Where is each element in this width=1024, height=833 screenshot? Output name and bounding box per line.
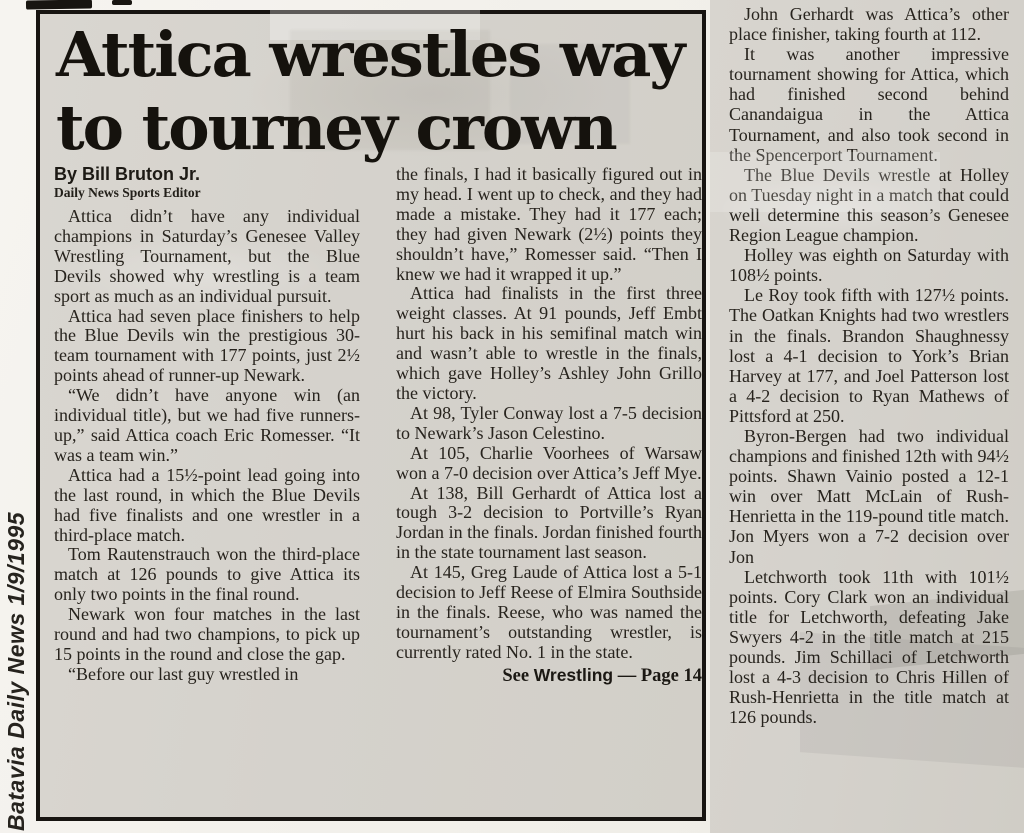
- page-reference: — Page 14: [613, 665, 702, 686]
- byline-title: Daily News Sports Editor: [54, 185, 201, 200]
- article-paragraph: Attica didn’t have any individual champions in Saturday’s Genesee Valley Wrestling Tournament, but the Blue Devils showed why wrestling is a team sport as much as an individual pursuit.: [54, 206, 360, 306]
- article-paragraph: the finals, I had it basically figured out in my head. I went up to check, and they had made a mistake. They had it 177 each; they had given Newark (2½) points they shouldn’t have,” Romesser said. “Then I knew we had it wrapped it up.”: [396, 164, 702, 284]
- byline-block: [54, 164, 201, 200]
- article-paragraph: At 145, Greg Laude of Attica lost a 5-1 decision to Jeff Reese of Elmira Southside in the finals. Reese, who was named the tournament’s outstanding wrestler, is currently rated No. 1 in the state.: [396, 562, 702, 662]
- article-paragraph: Attica had finalists in the first three weight classes. At 91 pounds, Jeff Embt hurt his back in his semifinal match win and wasn’t able to wrestle in the finals, which gave Holley’s Ashley John Grillo the victory.: [396, 283, 702, 403]
- article-paragraph: The Blue Devils wrestle at Holley on Tuesday night in a match that could well determine this season’s Genesee Region League champion.: [729, 164, 1009, 246]
- article-paragraph: Newark won four matches in the last round and had two champions, to pick up 15 points in the round and close the gap.: [54, 604, 360, 664]
- continuation-notice: [396, 666, 702, 687]
- article-paragraph: At 105, Charlie Voorhees of Warsaw won a 7-0 decision over Attica’s Jeff Mye.: [396, 442, 702, 483]
- headline: [56, 18, 683, 164]
- source-date-label: Batavia Daily News 1/9/1995: [3, 511, 29, 831]
- article-column-1: [54, 207, 360, 685]
- article-paragraph: Letchworth took 11th with 101½ points. Cory Clark won an individual title for Letchworth, defeating Jake Swyers 4-2 in the title match at 215 pounds. Jim Schillaci of Letchworth lost a 4-3 decision to Chris Hillen of Rush-Henrietta in the title match at 126 pounds.: [729, 566, 1009, 728]
- newspaper-clipping-main: [36, 10, 706, 821]
- article-paragraph: At 138, Bill Gerhardt of Attica lost a tough 3-2 decision to Portville’s Ryan Jordan in the finals. Jordan finished fourth in the state tournament last season.: [396, 482, 702, 563]
- article-paragraph: John Gerhardt was Attica’s other place finisher, taking fourth at 112.: [729, 4, 1009, 45]
- byline-author: By Bill Bruton Jr.: [54, 164, 201, 184]
- article-paragraph: Holley was eighth on Saturday with 108½ points.: [729, 245, 1009, 286]
- see-label: See: [502, 665, 534, 686]
- headline-line-2: to tourney crown: [56, 91, 616, 164]
- article-paragraph: Byron-Bergen had two individual champions and finished 12th with 94½ points. Shawn Vainio posted a 12-1 win over Matt McLain of Rush-Henrietta in the 119-pound title match. Jon Myers won a 7-2 decision over Jon: [729, 425, 1009, 567]
- article-paragraph: It was another impressive tournament showing for Attica, which had finished second behind Canandaigua in the Attica Tournament, and also took second in the Spencerport Tournament.: [729, 44, 1009, 165]
- article-paragraph: Le Roy took fifth with 127½ points. The Oatkan Knights had two wrestlers in the finals. Brandon Shaughnessy lost a 4-1 decision to York’s Brian Harvey at 177, and Joel Patterson lost a 4-2 decision to Ryan Mathews of Pittsford at 250.: [729, 285, 1009, 426]
- article-column-2: [396, 165, 702, 687]
- article-paragraph: “Before our last guy wrestled in: [68, 663, 299, 684]
- article-paragraph: “We didn’t have anyone win (an individual title), but we had five runners-up,” said Attica coach Eric Romesser. “It was a team win.”: [54, 385, 360, 465]
- scan-ink-smudge: [112, 0, 132, 5]
- article-paragraph: Attica had seven place finishers to help the Blue Devils win the prestigious 30-team tournament with 177 points, just 2½ points ahead of runner-up Newark.: [54, 305, 360, 386]
- article-paragraph: At 98, Tyler Conway lost a 7-5 decision to Newark’s Jason Celestino.: [396, 402, 702, 443]
- scan-ink-smudge: [26, 0, 92, 10]
- article-paragraph: Tom Rautenstrauch won the third-place match at 126 pounds to give Attica its only two points in the final round.: [54, 544, 360, 605]
- article-paragraph: Attica had a 15½-point lead going into the last round, in which the Blue Devils had five finalists and one wrestler in a third-place match.: [54, 464, 360, 545]
- newspaper-clipping-right-column: [710, 0, 1024, 833]
- section-name: Wrestling: [533, 664, 614, 685]
- headline-line-1: Attica wrestles way: [56, 18, 684, 91]
